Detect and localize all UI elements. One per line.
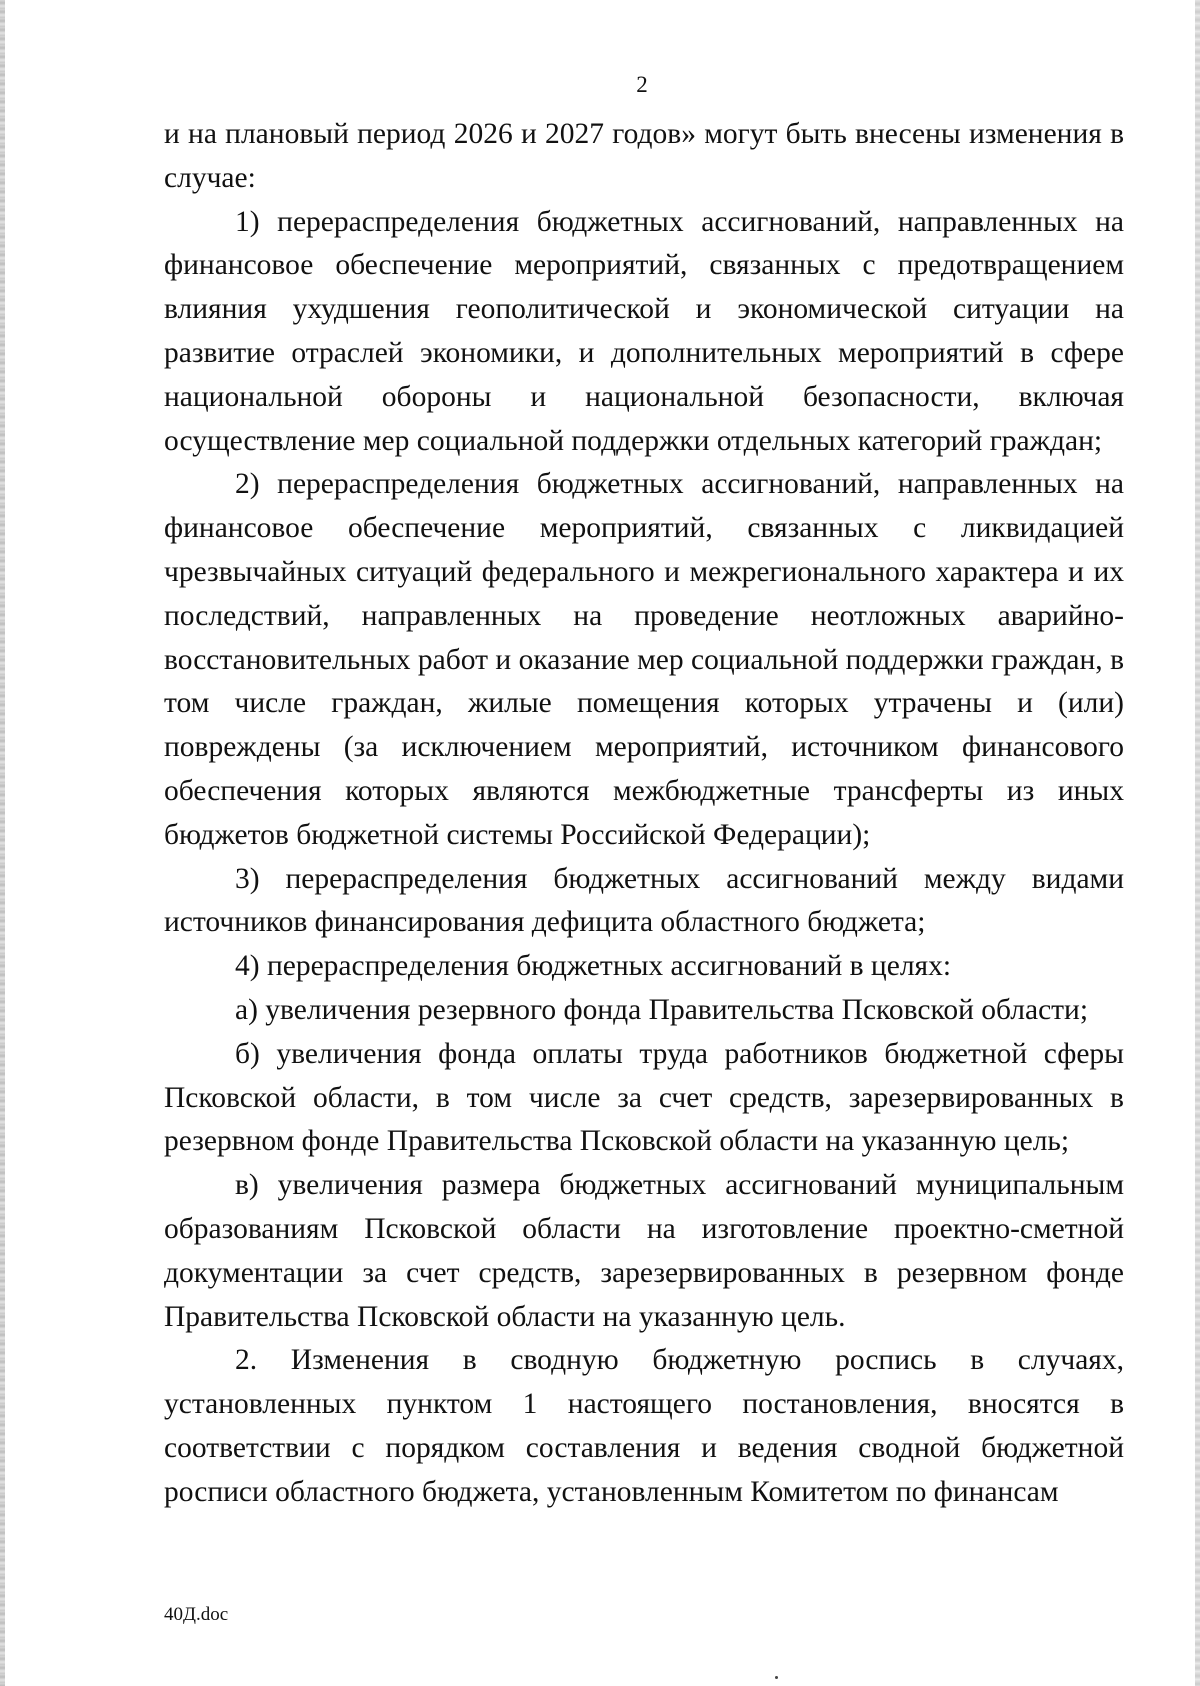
paragraph-item-4: 4) перераспределения бюджетных ассигнований в целях: [235,950,952,983]
paragraph-subitem-a: а) увеличения резервного фонда Правительства Псковской области; [235,993,1089,1026]
paragraph-item-3: 3) перераспределения бюджетных ассигнований между видами источников финансирования дефицита областного бюджета; [164,862,1124,939]
document-body [164,113,1124,1515]
paragraph-subitem-b: б) увеличения фонда оплаты труда работников бюджетной сферы Псковской области, в том числе за счет средств, зарезервированных в резервном фонде Правительства Псковской области на указанную цель; [164,1037,1124,1158]
paragraph-section-2: 2. Изменения в сводную бюджетную роспись в случаях, установленных пунктом 1 настоящего постановления, вносятся в соответствии с порядком составления и ведения сводной бюджетной росписи областного бюджета, установленным Комитетом по финансам [164,1344,1124,1508]
page-number: 2 [636,72,648,97]
paragraph-item-2: 2) перераспределения бюджетных ассигнований, направленных на финансовое обеспечение мероприятий, связанных с ликвидацией чрезвычайных ситуаций федерального и межрегионального характера и их последствий, направленных на проведение неотложных аварийно-восстановительных работ и оказание мер социальной поддержки граждан, в том числе граждан, жилые помещения которых утрачены и (или) повреждены (за исключением мероприятий, источником финансового обеспечения которых являются межбюджетные трансферты из иных бюджетов бюджетной системы Российской Федерации); [164,468,1124,851]
scan-edge-right [1195,0,1200,1686]
paragraph-item-1: 1) перераспределения бюджетных ассигнований, направленных на финансовое обеспечение мероприятий, связанных с предотвращением влияния ухудшения геополитической и экономической ситуации на развитие отраслей экономики, и дополнительных мероприятий в сфере национальной обороны и национальной безопасности, включая осуществление мер социальной поддержки отдельных категорий граждан; [164,205,1124,457]
scan-artifact-dot [775,1676,778,1679]
footer-filename: 40Д.doc [164,1604,229,1625]
paragraph-continuation: и на плановый период 2026 и 2027 годов» могут быть внесены изменения в случае: [164,118,1124,194]
paragraph-subitem-v: в) увеличения размера бюджетных ассигнований муниципальным образованиям Псковской области на изготовление проектно-сметной документации за счет средств, зарезервированных в резервном фонде Правительства Псковской области на указанную цель. [164,1169,1124,1333]
scan-edge-left [0,0,5,1686]
